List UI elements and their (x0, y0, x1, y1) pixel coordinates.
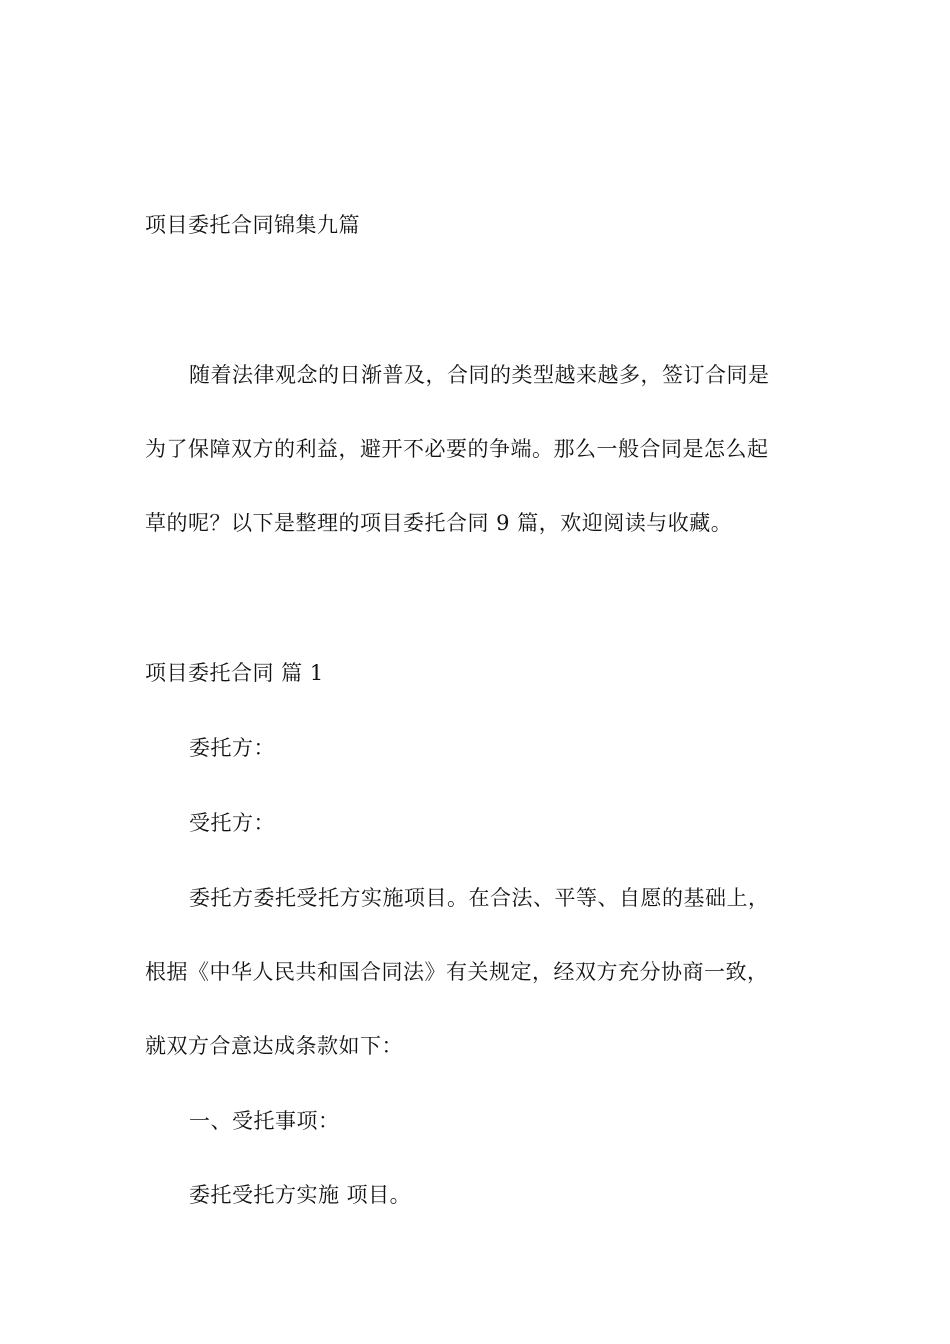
clause-1-text: 委托受托方实施 项目。 (189, 1183, 412, 1207)
party-client: 委托方： (189, 736, 275, 760)
body-line-3: 就双方合意达成条款如下： (145, 1034, 403, 1058)
intro-line-1: 随着法律观念的日渐普及，合同的类型越来越多，签订合同是 (189, 363, 770, 387)
clause-1-title: 一、受托事项： (189, 1109, 340, 1133)
party-agent: 受托方： (189, 811, 275, 835)
intro-line-2: 为了保障双方的利益，避开不必要的争端。那么一般合同是怎么起 (145, 437, 769, 461)
section-heading: 项目委托合同 篇 1 (145, 661, 324, 685)
intro-line-3: 草的呢？以下是整理的项目委托合同 9 篇，欢迎阅读与收藏。 (145, 511, 733, 535)
body-line-1: 委托方委托受托方实施项目。在合法、平等、自愿的基础上， (189, 886, 770, 910)
document-title: 项目委托合同锦集九篇 (145, 213, 360, 237)
body-line-2: 根据《中华人民共和国合同法》有关规定，经双方充分协商一致， (145, 960, 769, 984)
